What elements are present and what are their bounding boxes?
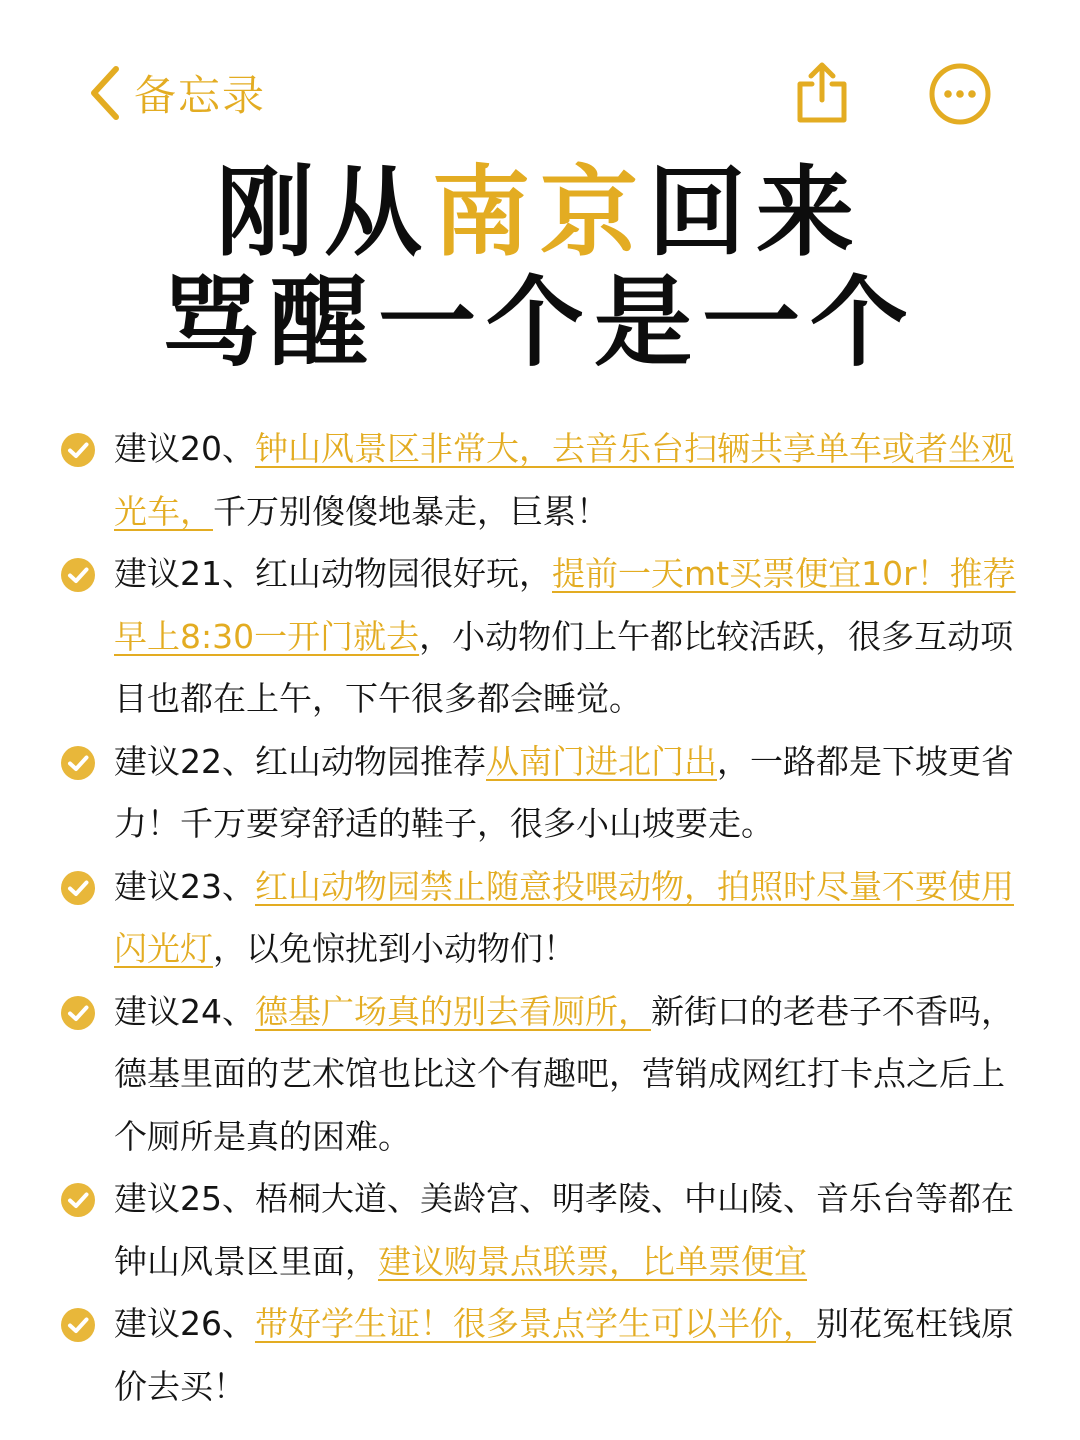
more-icon <box>928 62 992 126</box>
chevron-left-icon <box>88 64 122 122</box>
check-circle-icon <box>60 1307 96 1343</box>
tips-list <box>60 418 1020 1418</box>
tip-highlight: 德基广场真的别去看厕所， <box>255 991 651 1031</box>
tip-item <box>60 1293 1020 1418</box>
check-circle-icon <box>60 1182 96 1218</box>
tip-highlight: 从南门进北门出 <box>486 741 717 781</box>
tip-item <box>60 1168 1020 1293</box>
tip-text: 建议21、红山动物园很好玩， <box>114 554 552 593</box>
check-circle-icon <box>60 870 96 906</box>
tip-item <box>60 543 1020 731</box>
tip-item <box>60 731 1020 856</box>
title-part: 回来 <box>648 156 865 270</box>
tip-highlight: 带好学生证！很多景点学生可以半价， <box>255 1304 816 1343</box>
tip-highlight: 红山动物园禁止随意投喂动物，拍照时尽量不要使用闪光灯 <box>114 866 1014 968</box>
tip-item <box>60 981 1020 1169</box>
tip-text: ，以免惊扰到小动物们！ <box>213 929 576 968</box>
check-circle-icon <box>60 557 96 593</box>
tip-highlight: 建议购景点联票，比单票便宜 <box>378 1241 807 1281</box>
tip-text: 建议22、红山动物园推荐 <box>114 741 486 781</box>
more-button[interactable] <box>928 62 992 126</box>
tip-text: 建议24、 <box>114 991 255 1031</box>
title-line-2: 骂醒一个是一个 <box>161 266 918 380</box>
tip-text: ，一路都是下坡更省力！千万要穿舒适的鞋子，很多小山坡要走。 <box>114 741 1014 843</box>
tip-text: ，小动物们上午都比较活跃，很多互动项目也都在上午，下午很多都会睡觉。 <box>114 616 1014 718</box>
check-circle-icon <box>60 995 96 1031</box>
title-highlight: 南京 <box>431 156 648 270</box>
tip-text: 建议26、 <box>114 1304 255 1343</box>
title-part: 刚从 <box>215 156 432 270</box>
back-button[interactable] <box>88 58 266 128</box>
tip-text: 建议25、梧桐大道、美龄宫、明孝陵、中山陵、音乐台等都在钟山风景区里面， <box>114 1179 1014 1281</box>
tip-item <box>60 856 1020 981</box>
title-line-1 <box>0 158 1080 268</box>
check-circle-icon <box>60 432 96 468</box>
back-label: 备忘录 <box>134 71 267 120</box>
navigation-bar <box>0 0 1080 150</box>
page-title <box>0 158 1080 378</box>
tip-text: 别花冤枉钱原价去买！ <box>114 1304 1014 1406</box>
tip-text: 新街口的老巷子不香吗，德基里面的艺术馆也比这个有趣吧，营销成网红打卡点之后上个厕所是真的困难。 <box>114 991 1014 1156</box>
share-icon <box>792 60 852 126</box>
tip-text: 建议23、 <box>114 866 255 906</box>
tip-text: 千万别傻傻地暴走，巨累！ <box>213 491 609 531</box>
tip-highlight: 钟山风景区非常大，去音乐台扫辆共享单车或者坐观光车， <box>114 429 1014 531</box>
tip-item <box>60 418 1020 543</box>
tip-highlight: 提前一天mt买票便宜10r！推荐早上8:30一开门就去 <box>114 554 1016 656</box>
tip-text: 建议20、 <box>114 429 255 468</box>
check-circle-icon <box>60 745 96 781</box>
share-button[interactable] <box>792 60 852 126</box>
